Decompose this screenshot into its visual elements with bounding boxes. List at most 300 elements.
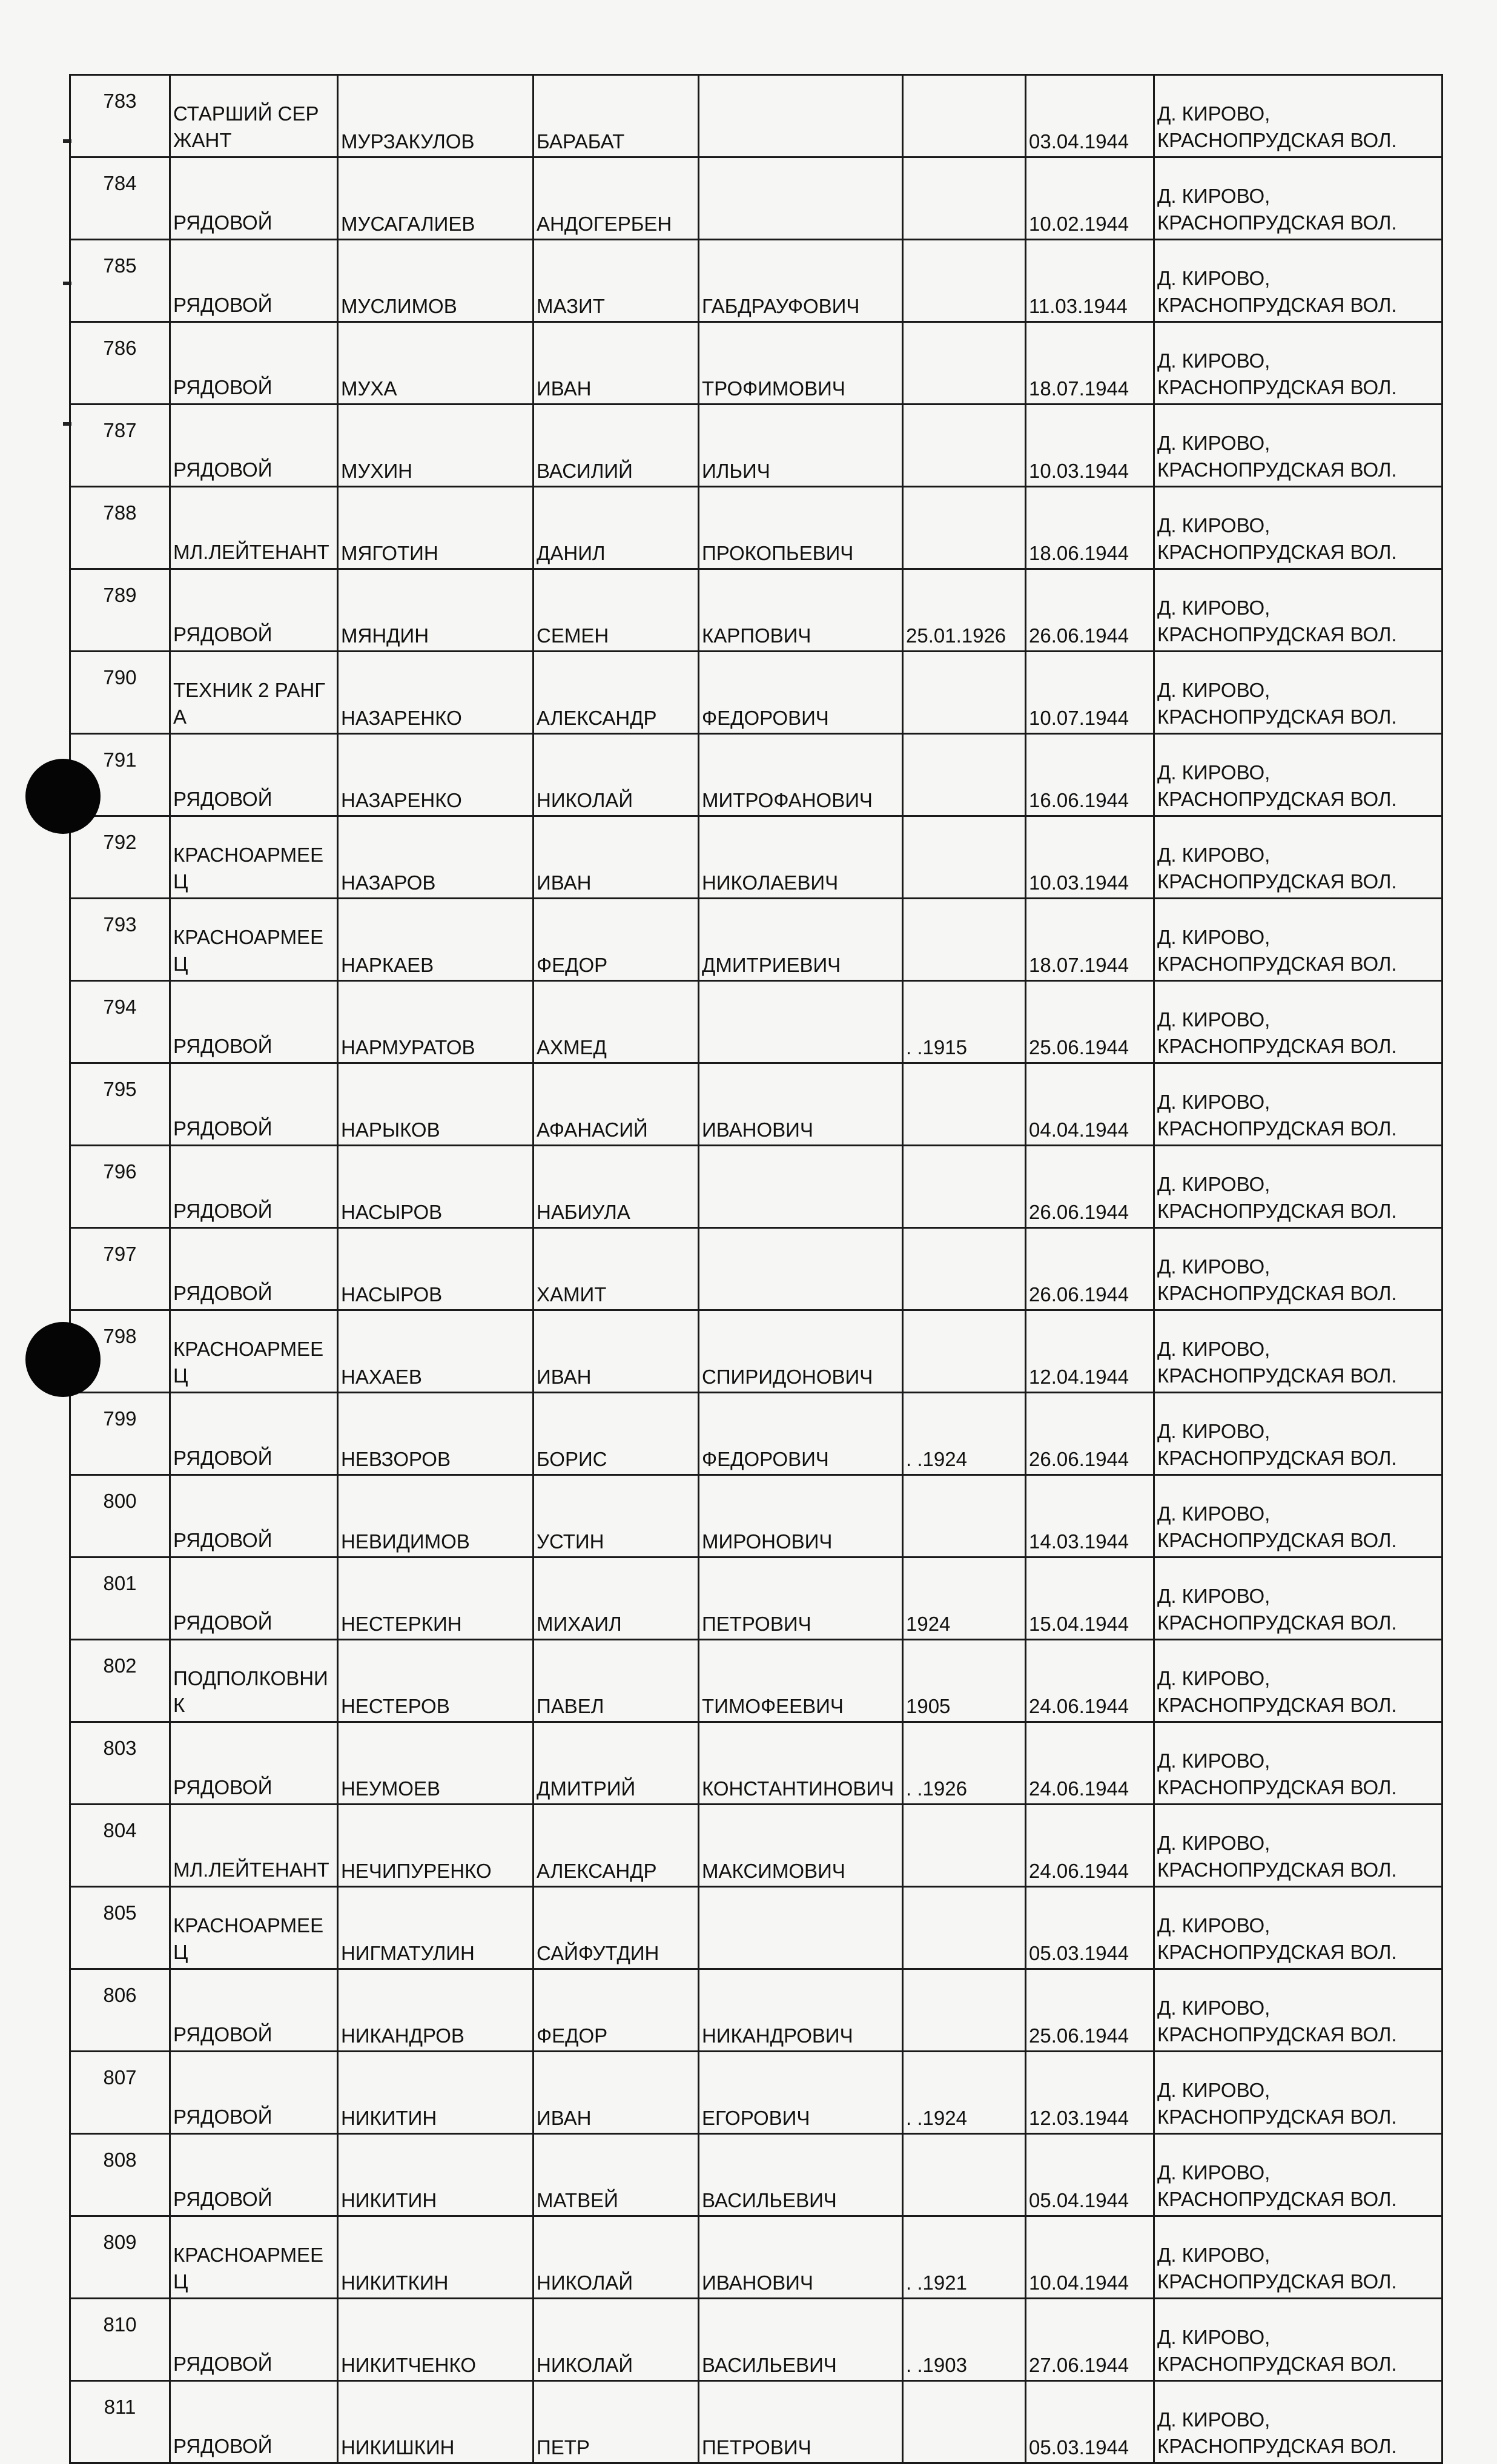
patronymic-cell: ИВАНОВИЧ bbox=[699, 1063, 903, 1146]
burial-place-cell bbox=[1154, 1475, 1442, 1557]
burial-place-line2: КРАСНОПРУДСКАЯ ВОЛ. bbox=[1157, 458, 1397, 481]
death-date-cell: 05.04.1944 bbox=[1026, 2134, 1154, 2216]
burial-place-line1: Д. КИРОВО, bbox=[1157, 1914, 1271, 1937]
burial-place-line1: Д. КИРОВО, bbox=[1157, 2244, 1271, 2266]
table-row bbox=[70, 816, 1442, 899]
burial-place-line2: КРАСНОПРУДСКАЯ ВОЛ. bbox=[1157, 2353, 1397, 2375]
death-date-cell: 10.04.1944 bbox=[1026, 2216, 1154, 2299]
patronymic-cell: МАКСИМОВИЧ bbox=[699, 1805, 903, 1887]
birth-date-cell bbox=[903, 816, 1026, 899]
burial-place-line1: Д. КИРОВО, bbox=[1157, 1420, 1271, 1442]
patronymic-cell: ФЕДОРОВИЧ bbox=[699, 652, 903, 734]
row-number: 788 bbox=[70, 487, 170, 569]
rank-cell: КРАСНОАРМЕЕЦ bbox=[170, 1887, 338, 1969]
row-number: 797 bbox=[70, 1228, 170, 1310]
first-name-cell: ИВАН bbox=[534, 816, 699, 899]
burial-place-line2: КРАСНОПРУДСКАЯ ВОЛ. bbox=[1157, 1694, 1397, 1716]
burial-place-line2: КРАСНОПРУДСКАЯ ВОЛ. bbox=[1157, 2270, 1397, 2293]
row-number: 806 bbox=[70, 1969, 170, 2052]
first-name-cell: ПАВЕЛ bbox=[534, 1640, 699, 1722]
burial-place-line2: КРАСНОПРУДСКАЯ ВОЛ. bbox=[1157, 870, 1397, 893]
table-row bbox=[70, 1063, 1442, 1146]
surname-cell: НАСЫРОВ bbox=[338, 1228, 534, 1310]
burial-place-line1: Д. КИРОВО, bbox=[1157, 1255, 1271, 1278]
patronymic-cell bbox=[699, 157, 903, 240]
burial-place-line1: Д. КИРОВО, bbox=[1157, 432, 1271, 454]
table-row bbox=[70, 1393, 1442, 1475]
burial-place-line1: Д. КИРОВО, bbox=[1157, 2326, 1271, 2348]
burial-place-cell bbox=[1154, 1805, 1442, 1887]
burial-place-cell bbox=[1154, 2134, 1442, 2216]
first-name-cell: МАТВЕЙ bbox=[534, 2134, 699, 2216]
row-number: 808 bbox=[70, 2134, 170, 2216]
roster-body bbox=[70, 75, 1442, 2463]
burial-place-line1: Д. КИРОВО, bbox=[1157, 844, 1271, 866]
burial-place-line2: КРАСНОПРУДСКАЯ ВОЛ. bbox=[1157, 1858, 1397, 1881]
patronymic-cell: ВАСИЛЬЕВИЧ bbox=[699, 2299, 903, 2381]
row-number: 786 bbox=[70, 322, 170, 405]
surname-cell: НЕУМОЕВ bbox=[338, 1722, 534, 1805]
table-row bbox=[70, 1887, 1442, 1969]
casualty-roster-table bbox=[69, 74, 1443, 2464]
table-row bbox=[70, 322, 1442, 405]
burial-place-line2: КРАСНОПРУДСКАЯ ВОЛ. bbox=[1157, 376, 1397, 398]
rank-cell: МЛ.ЛЕЙТЕНАНТ bbox=[170, 1805, 338, 1887]
first-name-cell: НИКОЛАЙ bbox=[534, 2216, 699, 2299]
surname-cell: НАЗАРОВ bbox=[338, 816, 534, 899]
surname-cell: НЕЧИПУРЕНКО bbox=[338, 1805, 534, 1887]
row-number: 784 bbox=[70, 157, 170, 240]
first-name-cell: ИВАН bbox=[534, 322, 699, 405]
patronymic-cell: ВАСИЛЬЕВИЧ bbox=[699, 2134, 903, 2216]
death-date-cell: 12.04.1944 bbox=[1026, 1310, 1154, 1393]
surname-cell: МУРЗАКУЛОВ bbox=[338, 75, 534, 157]
death-date-cell: 18.07.1944 bbox=[1026, 899, 1154, 981]
patronymic-cell bbox=[699, 981, 903, 1063]
birth-date-cell bbox=[903, 1228, 1026, 1310]
rank-cell: РЯДОВОЙ bbox=[170, 1557, 338, 1640]
burial-place-line2: КРАСНОПРУДСКАЯ ВОЛ. bbox=[1157, 2435, 1397, 2457]
burial-place-cell bbox=[1154, 1146, 1442, 1228]
burial-place-line2: КРАСНОПРУДСКАЯ ВОЛ. bbox=[1157, 1529, 1397, 1551]
birth-date-cell bbox=[903, 1146, 1026, 1228]
death-date-cell: 27.06.1944 bbox=[1026, 2299, 1154, 2381]
first-name-cell: ФЕДОР bbox=[534, 1969, 699, 2052]
rank-cell: РЯДОВОЙ bbox=[170, 322, 338, 405]
first-name-cell: МИХАИЛ bbox=[534, 1557, 699, 1640]
row-number: 810 bbox=[70, 2299, 170, 2381]
burial-place-cell bbox=[1154, 157, 1442, 240]
table-row bbox=[70, 1640, 1442, 1722]
patronymic-cell: МИРОНОВИЧ bbox=[699, 1475, 903, 1557]
burial-place-cell bbox=[1154, 2299, 1442, 2381]
table-row bbox=[70, 1146, 1442, 1228]
surname-cell: МЯГОТИН bbox=[338, 487, 534, 569]
birth-date-cell bbox=[903, 734, 1026, 816]
rank-cell: РЯДОВОЙ bbox=[170, 734, 338, 816]
rank-cell: РЯДОВОЙ bbox=[170, 2381, 338, 2463]
row-number: 801 bbox=[70, 1557, 170, 1640]
burial-place-line2: КРАСНОПРУДСКАЯ ВОЛ. bbox=[1157, 1776, 1397, 1798]
birth-date-cell bbox=[903, 2381, 1026, 2463]
row-number: 789 bbox=[70, 569, 170, 652]
death-date-cell: 26.06.1944 bbox=[1026, 1146, 1154, 1228]
first-name-cell: АЛЕКСАНДР bbox=[534, 652, 699, 734]
burial-place-cell bbox=[1154, 1887, 1442, 1969]
row-number: 803 bbox=[70, 1722, 170, 1805]
table-row bbox=[70, 1228, 1442, 1310]
burial-place-cell bbox=[1154, 405, 1442, 487]
burial-place-line2: КРАСНОПРУДСКАЯ ВОЛ. bbox=[1157, 1282, 1397, 1304]
row-number: 783 bbox=[70, 75, 170, 157]
table-row bbox=[70, 157, 1442, 240]
birth-date-cell: 1924 bbox=[903, 1557, 1026, 1640]
table-row bbox=[70, 2134, 1442, 2216]
surname-cell: НАСЫРОВ bbox=[338, 1146, 534, 1228]
punch-hole bbox=[25, 759, 101, 834]
burial-place-cell bbox=[1154, 899, 1442, 981]
table-row bbox=[70, 1805, 1442, 1887]
table-row bbox=[70, 487, 1442, 569]
surname-cell: НАРЫКОВ bbox=[338, 1063, 534, 1146]
burial-place-line1: Д. КИРОВО, bbox=[1157, 596, 1271, 619]
birth-date-cell: 1905 bbox=[903, 1640, 1026, 1722]
burial-place-line1: Д. КИРОВО, bbox=[1157, 102, 1271, 125]
table-row bbox=[70, 652, 1442, 734]
row-number: 800 bbox=[70, 1475, 170, 1557]
first-name-cell: ИВАН bbox=[534, 2052, 699, 2134]
burial-place-line1: Д. КИРОВО, bbox=[1157, 1173, 1271, 1195]
burial-place-line2: КРАСНОПРУДСКАЯ ВОЛ. bbox=[1157, 623, 1397, 646]
row-number: 804 bbox=[70, 1805, 170, 1887]
death-date-cell: 25.06.1944 bbox=[1026, 981, 1154, 1063]
rank-cell: КРАСНОАРМЕЕЦ bbox=[170, 899, 338, 981]
burial-place-line2: КРАСНОПРУДСКАЯ ВОЛ. bbox=[1157, 953, 1397, 975]
burial-place-cell bbox=[1154, 240, 1442, 322]
surname-cell: НИКИТКИН bbox=[338, 2216, 534, 2299]
burial-place-line1: Д. КИРОВО, bbox=[1157, 514, 1271, 537]
rank-cell: РЯДОВОЙ bbox=[170, 1969, 338, 2052]
table-row bbox=[70, 1310, 1442, 1393]
burial-place-cell bbox=[1154, 1640, 1442, 1722]
death-date-cell: 15.04.1944 bbox=[1026, 1557, 1154, 1640]
surname-cell: НАЗАРЕНКО bbox=[338, 734, 534, 816]
row-number: 811 bbox=[70, 2381, 170, 2463]
birth-date-cell: . .1924 bbox=[903, 2052, 1026, 2134]
burial-place-line1: Д. КИРОВО, bbox=[1157, 1008, 1271, 1031]
burial-place-line2: КРАСНОПРУДСКАЯ ВОЛ. bbox=[1157, 1611, 1397, 1634]
burial-place-cell bbox=[1154, 1393, 1442, 1475]
birth-date-cell: . .1915 bbox=[903, 981, 1026, 1063]
table-row bbox=[70, 2216, 1442, 2299]
burial-place-cell bbox=[1154, 1557, 1442, 1640]
rank-cell: ПОДПОЛКОВНИК bbox=[170, 1640, 338, 1722]
burial-place-cell bbox=[1154, 652, 1442, 734]
burial-place-line2: КРАСНОПРУДСКАЯ ВОЛ. bbox=[1157, 1364, 1397, 1387]
death-date-cell: 24.06.1944 bbox=[1026, 1640, 1154, 1722]
surname-cell: МУХА bbox=[338, 322, 534, 405]
surname-cell: НЕСТЕРОВ bbox=[338, 1640, 534, 1722]
table-row bbox=[70, 1969, 1442, 2052]
burial-place-line1: Д. КИРОВО, bbox=[1157, 679, 1271, 701]
birth-date-cell bbox=[903, 487, 1026, 569]
rank-cell: РЯДОВОЙ bbox=[170, 1393, 338, 1475]
row-number: 796 bbox=[70, 1146, 170, 1228]
table-row bbox=[70, 240, 1442, 322]
death-date-cell: 10.03.1944 bbox=[1026, 816, 1154, 899]
rank-cell: РЯДОВОЙ bbox=[170, 1228, 338, 1310]
surname-cell: МЯНДИН bbox=[338, 569, 534, 652]
first-name-cell: АХМЕД bbox=[534, 981, 699, 1063]
patronymic-cell: ПЕТРОВИЧ bbox=[699, 2381, 903, 2463]
patronymic-cell bbox=[699, 1887, 903, 1969]
patronymic-cell: КАРПОВИЧ bbox=[699, 569, 903, 652]
birth-date-cell bbox=[903, 405, 1026, 487]
death-date-cell: 11.03.1944 bbox=[1026, 240, 1154, 322]
burial-place-cell bbox=[1154, 1310, 1442, 1393]
burial-place-line2: КРАСНОПРУДСКАЯ ВОЛ. bbox=[1157, 788, 1397, 810]
row-number: 798 bbox=[70, 1310, 170, 1393]
first-name-cell: УСТИН bbox=[534, 1475, 699, 1557]
rank-cell: РЯДОВОЙ bbox=[170, 981, 338, 1063]
patronymic-cell: СПИРИДОНОВИЧ bbox=[699, 1310, 903, 1393]
patronymic-cell: ТРОФИМОВИЧ bbox=[699, 322, 903, 405]
birth-date-cell bbox=[903, 1310, 1026, 1393]
surname-cell: НЕВЗОРОВ bbox=[338, 1393, 534, 1475]
death-date-cell: 03.04.1944 bbox=[1026, 75, 1154, 157]
rank-cell: РЯДОВОЙ bbox=[170, 2134, 338, 2216]
burial-place-line2: КРАСНОПРУДСКАЯ ВОЛ. bbox=[1157, 1447, 1397, 1469]
patronymic-cell bbox=[699, 1228, 903, 1310]
death-date-cell: 12.03.1944 bbox=[1026, 2052, 1154, 2134]
surname-cell: НАХАЕВ bbox=[338, 1310, 534, 1393]
death-date-cell: 05.03.1944 bbox=[1026, 1887, 1154, 1969]
rank-cell: РЯДОВОЙ bbox=[170, 1063, 338, 1146]
surname-cell: НЕСТЕРКИН bbox=[338, 1557, 534, 1640]
rank-cell: РЯДОВОЙ bbox=[170, 240, 338, 322]
row-number: 785 bbox=[70, 240, 170, 322]
burial-place-line1: Д. КИРОВО, bbox=[1157, 1832, 1271, 1854]
death-date-cell: 05.03.1944 bbox=[1026, 2381, 1154, 2463]
surname-cell: НИКИТЧЕНКО bbox=[338, 2299, 534, 2381]
burial-place-cell bbox=[1154, 981, 1442, 1063]
birth-date-cell bbox=[903, 75, 1026, 157]
birth-date-cell: . .1921 bbox=[903, 2216, 1026, 2299]
burial-place-line2: КРАСНОПРУДСКАЯ ВОЛ. bbox=[1157, 2023, 1397, 2046]
first-name-cell: ПЕТР bbox=[534, 2381, 699, 2463]
first-name-cell: САЙФУТДИН bbox=[534, 1887, 699, 1969]
surname-cell: НАЗАРЕНКО bbox=[338, 652, 534, 734]
burial-place-line1: Д. КИРОВО, bbox=[1157, 1585, 1271, 1607]
burial-place-line1: Д. КИРОВО, bbox=[1157, 1667, 1271, 1689]
row-number: 799 bbox=[70, 1393, 170, 1475]
burial-place-cell bbox=[1154, 1722, 1442, 1805]
surname-cell: НИГМАТУЛИН bbox=[338, 1887, 534, 1969]
burial-place-line1: Д. КИРОВО, bbox=[1157, 761, 1271, 784]
burial-place-line1: Д. КИРОВО, bbox=[1157, 2408, 1271, 2431]
burial-place-line2: КРАСНОПРУДСКАЯ ВОЛ. bbox=[1157, 211, 1397, 234]
birth-date-cell bbox=[903, 1805, 1026, 1887]
table-row bbox=[70, 2052, 1442, 2134]
rank-cell: РЯДОВОЙ bbox=[170, 2052, 338, 2134]
table-row bbox=[70, 75, 1442, 157]
burial-place-line1: Д. КИРОВО, bbox=[1157, 267, 1271, 289]
row-number: 795 bbox=[70, 1063, 170, 1146]
table-row bbox=[70, 569, 1442, 652]
first-name-cell: ВАСИЛИЙ bbox=[534, 405, 699, 487]
burial-place-line2: КРАСНОПРУДСКАЯ ВОЛ. bbox=[1157, 129, 1397, 151]
surname-cell: НИКИТИН bbox=[338, 2134, 534, 2216]
rank-cell: ТЕХНИК 2 РАНГА bbox=[170, 652, 338, 734]
birth-date-cell: . .1903 bbox=[903, 2299, 1026, 2381]
birth-date-cell: . .1924 bbox=[903, 1393, 1026, 1475]
rank-cell: РЯДОВОЙ bbox=[170, 2299, 338, 2381]
burial-place-line2: КРАСНОПРУДСКАЯ ВОЛ. bbox=[1157, 2106, 1397, 2128]
first-name-cell: СЕМЕН bbox=[534, 569, 699, 652]
burial-place-line1: Д. КИРОВО, bbox=[1157, 185, 1271, 207]
rank-cell: МЛ.ЛЕЙТЕНАНТ bbox=[170, 487, 338, 569]
burial-place-cell bbox=[1154, 2216, 1442, 2299]
rank-cell: РЯДОВОЙ bbox=[170, 1722, 338, 1805]
birth-date-cell: 25.01.1926 bbox=[903, 569, 1026, 652]
patronymic-cell: ИЛЬИЧ bbox=[699, 405, 903, 487]
table-row bbox=[70, 1722, 1442, 1805]
birth-date-cell bbox=[903, 1475, 1026, 1557]
death-date-cell: 26.06.1944 bbox=[1026, 1393, 1154, 1475]
row-number: 787 bbox=[70, 405, 170, 487]
death-date-cell: 14.03.1944 bbox=[1026, 1475, 1154, 1557]
row-number: 807 bbox=[70, 2052, 170, 2134]
burial-place-line1: Д. КИРОВО, bbox=[1157, 1338, 1271, 1360]
punch-hole bbox=[25, 1322, 101, 1397]
burial-place-line1: Д. КИРОВО, bbox=[1157, 1091, 1271, 1113]
burial-place-cell bbox=[1154, 75, 1442, 157]
burial-place-line1: Д. КИРОВО, bbox=[1157, 1997, 1271, 2019]
first-name-cell: МАЗИТ bbox=[534, 240, 699, 322]
death-date-cell: 04.04.1944 bbox=[1026, 1063, 1154, 1146]
burial-place-cell bbox=[1154, 2381, 1442, 2463]
burial-place-line1: Д. КИРОВО, bbox=[1157, 349, 1271, 372]
birth-date-cell bbox=[903, 322, 1026, 405]
patronymic-cell: ТИМОФЕЕВИЧ bbox=[699, 1640, 903, 1722]
table-row bbox=[70, 2299, 1442, 2381]
burial-place-cell bbox=[1154, 734, 1442, 816]
rank-cell: РЯДОВОЙ bbox=[170, 1146, 338, 1228]
burial-place-line2: КРАСНОПРУДСКАЯ ВОЛ. bbox=[1157, 1200, 1397, 1222]
table-row bbox=[70, 405, 1442, 487]
rank-cell: РЯДОВОЙ bbox=[170, 569, 338, 652]
burial-place-cell bbox=[1154, 322, 1442, 405]
burial-place-line2: КРАСНОПРУДСКАЯ ВОЛ. bbox=[1157, 541, 1397, 563]
patronymic-cell: ПРОКОПЬЕВИЧ bbox=[699, 487, 903, 569]
first-name-cell: АЛЕКСАНДР bbox=[534, 1805, 699, 1887]
row-number: 805 bbox=[70, 1887, 170, 1969]
burial-place-line1: Д. КИРОВО, bbox=[1157, 1749, 1271, 1772]
patronymic-cell: ФЕДОРОВИЧ bbox=[699, 1393, 903, 1475]
death-date-cell: 25.06.1944 bbox=[1026, 1969, 1154, 2052]
surname-cell: НИКАНДРОВ bbox=[338, 1969, 534, 2052]
row-number: 809 bbox=[70, 2216, 170, 2299]
row-number: 802 bbox=[70, 1640, 170, 1722]
burial-place-cell bbox=[1154, 569, 1442, 652]
surname-cell: МУХИН bbox=[338, 405, 534, 487]
first-name-cell: ДАНИЛ bbox=[534, 487, 699, 569]
table-row bbox=[70, 899, 1442, 981]
patronymic-cell: ДМИТРИЕВИЧ bbox=[699, 899, 903, 981]
patronymic-cell bbox=[699, 1146, 903, 1228]
table-row bbox=[70, 1475, 1442, 1557]
rank-cell: КРАСНОАРМЕЕЦ bbox=[170, 1310, 338, 1393]
rank-cell: СТАРШИЙ СЕРЖАНТ bbox=[170, 75, 338, 157]
death-date-cell: 24.06.1944 bbox=[1026, 1805, 1154, 1887]
first-name-cell: ХАМИТ bbox=[534, 1228, 699, 1310]
burial-place-line2: КРАСНОПРУДСКАЯ ВОЛ. bbox=[1157, 705, 1397, 728]
surname-cell: НЕВИДИМОВ bbox=[338, 1475, 534, 1557]
death-date-cell: 26.06.1944 bbox=[1026, 569, 1154, 652]
birth-date-cell: . .1926 bbox=[903, 1722, 1026, 1805]
patronymic-cell: ИВАНОВИЧ bbox=[699, 2216, 903, 2299]
patronymic-cell: ПЕТРОВИЧ bbox=[699, 1557, 903, 1640]
death-date-cell: 26.06.1944 bbox=[1026, 1228, 1154, 1310]
patronymic-cell: НИКАНДРОВИЧ bbox=[699, 1969, 903, 2052]
burial-place-cell bbox=[1154, 2052, 1442, 2134]
first-name-cell: ИВАН bbox=[534, 1310, 699, 1393]
rank-cell: РЯДОВОЙ bbox=[170, 1475, 338, 1557]
burial-place-line2: КРАСНОПРУДСКАЯ ВОЛ. bbox=[1157, 2188, 1397, 2210]
death-date-cell: 10.02.1944 bbox=[1026, 157, 1154, 240]
row-number: 794 bbox=[70, 981, 170, 1063]
rank-cell: РЯДОВОЙ bbox=[170, 157, 338, 240]
burial-place-cell bbox=[1154, 487, 1442, 569]
patronymic-cell: МИТРОФАНОВИЧ bbox=[699, 734, 903, 816]
table-row bbox=[70, 734, 1442, 816]
patronymic-cell bbox=[699, 75, 903, 157]
birth-date-cell bbox=[903, 1063, 1026, 1146]
birth-date-cell bbox=[903, 240, 1026, 322]
rank-cell: КРАСНОАРМЕЕЦ bbox=[170, 816, 338, 899]
first-name-cell: ДМИТРИЙ bbox=[534, 1722, 699, 1805]
birth-date-cell bbox=[903, 899, 1026, 981]
birth-date-cell bbox=[903, 1969, 1026, 2052]
rank-cell: РЯДОВОЙ bbox=[170, 405, 338, 487]
burial-place-line1: Д. КИРОВО, bbox=[1157, 2161, 1271, 2184]
birth-date-cell bbox=[903, 157, 1026, 240]
surname-cell: НИКИТИН bbox=[338, 2052, 534, 2134]
burial-place-line1: Д. КИРОВО, bbox=[1157, 2079, 1271, 2101]
burial-place-cell bbox=[1154, 1228, 1442, 1310]
burial-place-cell bbox=[1154, 1063, 1442, 1146]
first-name-cell: НИКОЛАЙ bbox=[534, 734, 699, 816]
patronymic-cell: ЕГОРОВИЧ bbox=[699, 2052, 903, 2134]
surname-cell: НАРКАЕВ bbox=[338, 899, 534, 981]
burial-place-line2: КРАСНОПРУДСКАЯ ВОЛ. bbox=[1157, 1941, 1397, 1963]
row-number: 791 bbox=[70, 734, 170, 816]
rank-cell: КРАСНОАРМЕЕЦ bbox=[170, 2216, 338, 2299]
first-name-cell: НАБИУЛА bbox=[534, 1146, 699, 1228]
first-name-cell: АНДОГЕРБЕН bbox=[534, 157, 699, 240]
burial-place-line1: Д. КИРОВО, bbox=[1157, 1502, 1271, 1525]
patronymic-cell: НИКОЛАЕВИЧ bbox=[699, 816, 903, 899]
birth-date-cell bbox=[903, 1887, 1026, 1969]
birth-date-cell bbox=[903, 2134, 1026, 2216]
death-date-cell: 18.07.1944 bbox=[1026, 322, 1154, 405]
surname-cell: МУСАГАЛИЕВ bbox=[338, 157, 534, 240]
death-date-cell: 18.06.1944 bbox=[1026, 487, 1154, 569]
birth-date-cell bbox=[903, 652, 1026, 734]
first-name-cell: ФЕДОР bbox=[534, 899, 699, 981]
surname-cell: МУСЛИМОВ bbox=[338, 240, 534, 322]
table-row bbox=[70, 2381, 1442, 2463]
